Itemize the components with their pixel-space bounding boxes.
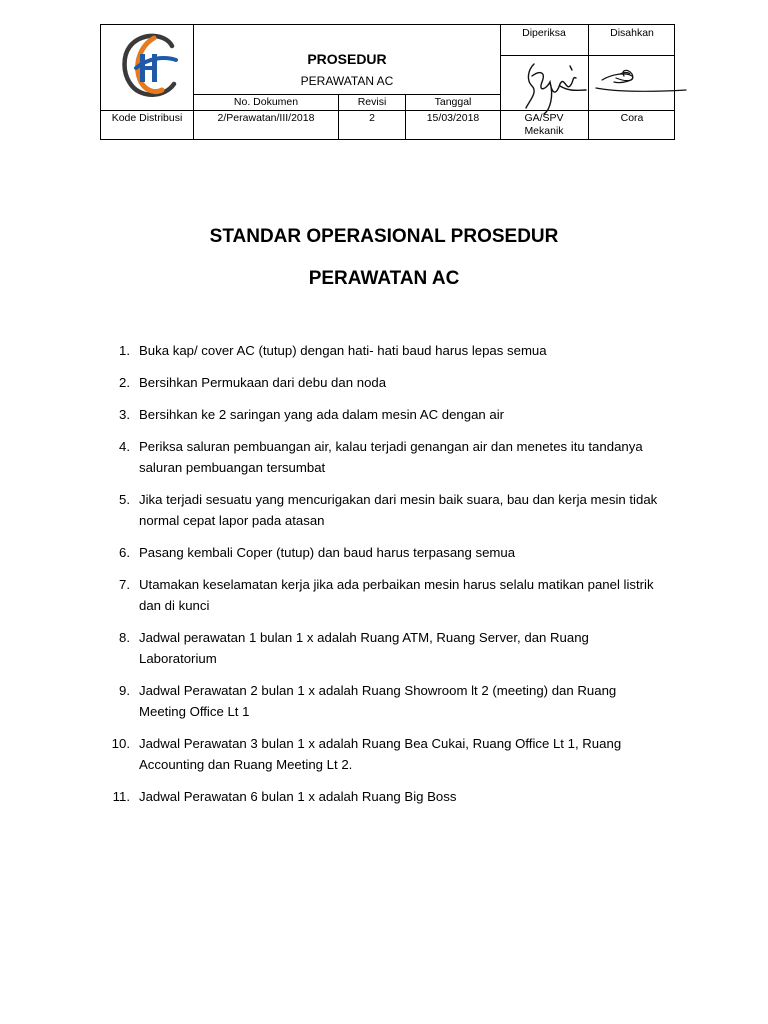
step-text: Jadwal Perawatan 2 bulan 1 x adalah Ruang Showroom lt 2 (meeting) dan Ruang Meeting Office Lt 1 — [139, 683, 617, 719]
step-text: Bersihkan Permukaan dari debu dan noda — [139, 375, 387, 390]
list-item — [0, 404, 768, 425]
list-item — [0, 680, 768, 722]
step-number: 2. — [119, 375, 130, 390]
step-number: 3. — [119, 407, 130, 422]
revision-number: 2 — [369, 112, 375, 124]
list-item — [0, 436, 768, 478]
step-text: Utamakan keselamatan kerja jika ada perbaikan mesin harus selalu matikan panel listrik dan di kunci — [139, 577, 654, 613]
step-number: 6. — [119, 545, 130, 560]
step-number: 10. — [111, 736, 130, 751]
distribution-code-label: Kode Distribusi — [111, 112, 183, 124]
step-number: 1. — [119, 343, 130, 358]
document-subtitle: PERAWATAN AC — [308, 268, 460, 289]
step-number: 9. — [119, 683, 130, 698]
step-text: Pasang kembali Coper (tutup) dan baud harus terpasang semua — [139, 545, 516, 560]
step-text: Buka kap/ cover AC (tutup) dengan hati- hati baud harus lepas semua — [139, 343, 547, 358]
signature-approved — [592, 62, 688, 100]
col-doc-no: No. Dokumen — [233, 96, 299, 108]
step-number: 11. — [112, 789, 130, 804]
checked-by-line2: Mekanik — [524, 125, 564, 137]
col-date: Tanggal — [434, 96, 472, 108]
list-item — [0, 733, 768, 775]
list-item — [0, 627, 768, 669]
procedure-steps — [0, 340, 768, 818]
checked-by-line1: GA/SPV — [524, 112, 564, 124]
signature-checked — [520, 56, 590, 118]
document-title: STANDAR OPERASIONAL PROSEDUR — [209, 226, 559, 247]
step-text: Jika terjadi sesuatu yang mencurigakan dari mesin baik suara, bau dan kerja mesin tidak normal cepat lapor pada atasan — [139, 492, 658, 528]
step-text: Bersihkan ke 2 saringan yang ada dalam mesin AC dengan air — [139, 407, 505, 422]
step-number: 5. — [119, 492, 130, 507]
list-item — [0, 786, 768, 807]
checked-label: Diperiksa — [522, 27, 566, 39]
approved-label: Disahkan — [610, 27, 654, 39]
step-text: Jadwal perawatan 1 bulan 1 x adalah Ruang ATM, Ruang Server, dan Ruang Laboratorium — [139, 630, 589, 666]
doc-subject: PERAWATAN AC — [300, 74, 394, 88]
doc-number: 2/Perawatan/III/2018 — [217, 112, 315, 124]
step-number: 7. — [119, 577, 130, 592]
step-text: Jadwal Perawatan 3 bulan 1 x adalah Ruang Bea Cukai, Ruang Office Lt 1, Ruang Accounting dan Ruang Meeting Lt 2. — [139, 736, 622, 772]
list-item — [0, 574, 768, 616]
col-revision: Revisi — [357, 96, 387, 108]
doc-date: 15/03/2018 — [426, 112, 480, 124]
list-item — [0, 340, 768, 361]
company-logo — [114, 30, 186, 102]
list-item — [0, 489, 768, 531]
step-text: Periksa saluran pembuangan air, kalau terjadi genangan air dan menetes itu tandanya saluran pembuangan tersumbat — [139, 439, 643, 475]
step-number: 4. — [119, 439, 130, 454]
approved-by: Cora — [620, 112, 644, 124]
doc-type: PROSEDUR — [307, 51, 387, 67]
step-number: 8. — [119, 630, 130, 645]
step-text: Jadwal Perawatan 6 bulan 1 x adalah Ruang Big Boss — [139, 789, 457, 804]
list-item — [0, 372, 768, 393]
list-item — [0, 542, 768, 563]
